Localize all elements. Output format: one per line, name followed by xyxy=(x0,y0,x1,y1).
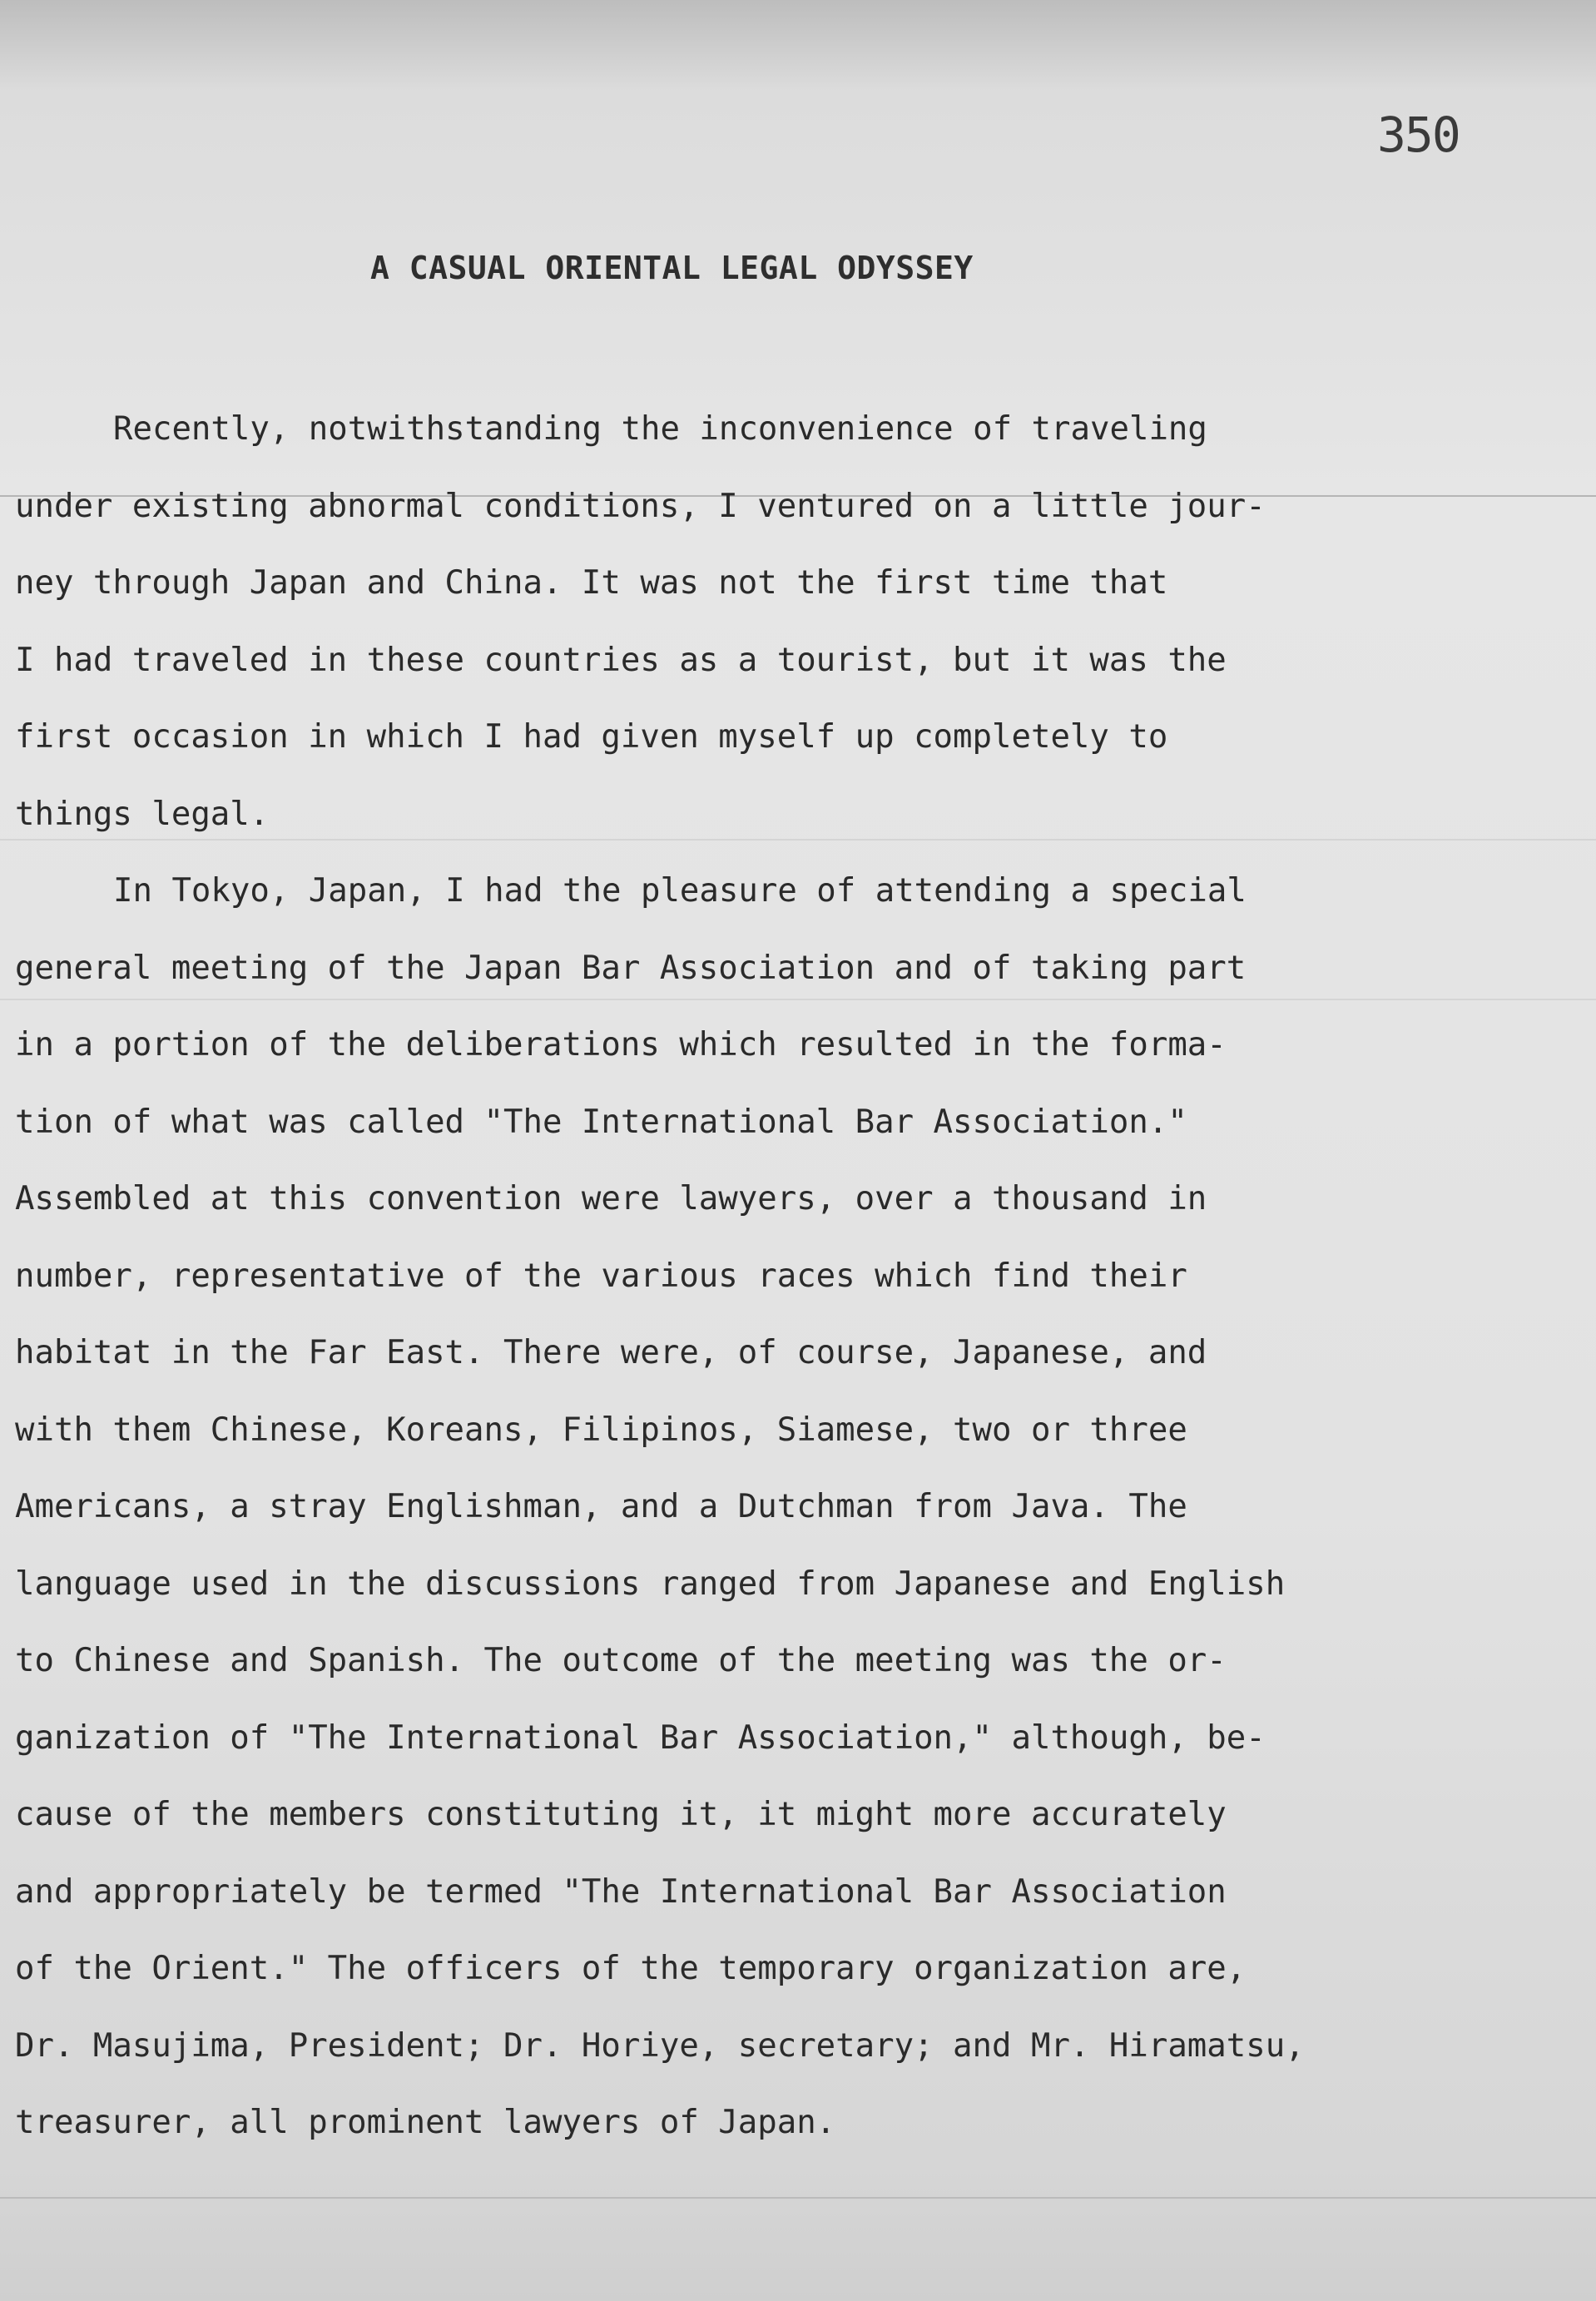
text-line: In Tokyo, Japan, I had the pleasure of attending a special xyxy=(113,872,1247,910)
text-line: tion of what was called "The International Bar Association." xyxy=(15,1103,1187,1141)
text-line: treasurer, all prominent lawyers of Japan. xyxy=(15,2104,836,2141)
text-line: to Chinese and Spanish. The outcome of the meeting was the or- xyxy=(15,1642,1227,1679)
text-line: cause of the members constituting it, it might more accurately xyxy=(15,1796,1227,1833)
text-line: in a portion of the deliberations which resulted in the forma- xyxy=(15,1026,1227,1064)
text-line: habitat in the Far East. There were, of course, Japanese, and xyxy=(15,1334,1207,1371)
text-line: with them Chinese, Koreans, Filipinos, Siamese, two or three xyxy=(15,1411,1187,1449)
scan-line xyxy=(0,2197,1596,2199)
page-title: A CASUAL ORIENTAL LEGAL ODYSSEY xyxy=(370,250,974,286)
text-line: things legal. xyxy=(15,795,270,833)
text-line: general meeting of the Japan Bar Association and of taking part xyxy=(15,949,1247,987)
text-line: number, representative of the various races which find their xyxy=(15,1257,1187,1295)
text-line: Assembled at this convention were lawyers, over a thousand in xyxy=(15,1180,1207,1217)
text-line: under existing abnormal conditions, I ventured on a little jour- xyxy=(15,487,1266,525)
text-line: and appropriately be termed "The International Bar Association xyxy=(15,1872,1227,1911)
page-number: 350 xyxy=(1377,107,1460,163)
text-line: Dr. Masujima, President; Dr. Horiye, secretary; and Mr. Hiramatsu, xyxy=(15,2026,1305,2065)
paragraph-2 xyxy=(15,853,1305,2162)
text-line: Recently, notwithstanding the inconvenience of traveling xyxy=(113,410,1207,448)
text-line: ganization of "The International Bar Association," although, be- xyxy=(15,1718,1266,1757)
text-line: I had traveled in these countries as a tourist, but it was the xyxy=(15,641,1227,679)
text-line: Americans, a stray Englishman, and a Dutchman from Java. The xyxy=(15,1488,1187,1525)
text-line: ney through Japan and China. It was not the first time that xyxy=(15,564,1168,602)
text-line: of the Orient." The officers of the temporary organization are, xyxy=(15,1950,1247,1987)
paragraph-1 xyxy=(15,391,1266,853)
text-line: language used in the discussions ranged from Japanese and English xyxy=(15,1565,1286,1603)
text-line: first occasion in which I had given myself up completely to xyxy=(15,718,1168,756)
